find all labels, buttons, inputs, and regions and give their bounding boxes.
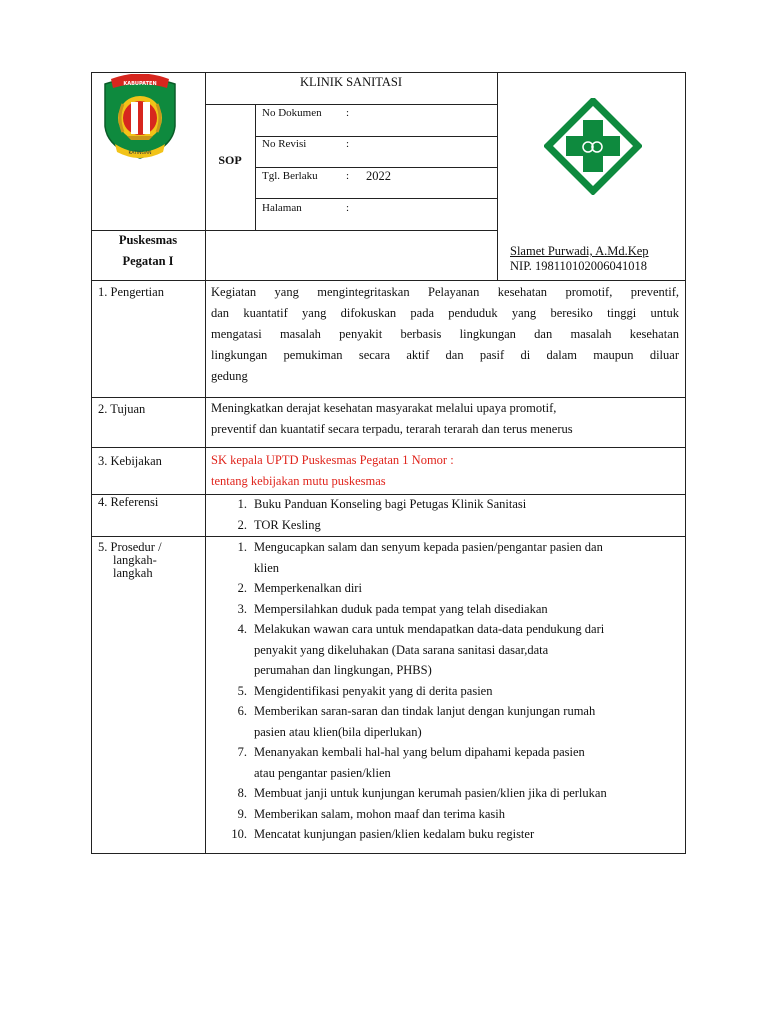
field-sep-no-revisi: : xyxy=(346,138,350,150)
section-label-prosedur-3: langkah xyxy=(113,566,153,580)
list-item xyxy=(205,578,683,599)
kebijakan-sk-line: SK kepala UPTD Puskesmas Pegatan 1 Nomor : xyxy=(211,453,454,467)
field-label-halaman: Halaman xyxy=(262,202,302,214)
list-item-text: Membuat janji untuk kunjungan kerumah pasien/klien jika di perlukan xyxy=(254,786,607,800)
list-item-number: 9. xyxy=(237,806,247,821)
list-item-text: Memperkenalkan diri xyxy=(254,581,362,595)
list-item-text: atau pengantar pasien/klien xyxy=(254,765,391,780)
signer-name: Slamet Purwadi, A.Md.Kep xyxy=(510,244,649,258)
signer-nip: NIP. 198110102006041018 xyxy=(510,259,648,273)
field-label-no-revisi: No Revisi xyxy=(262,138,307,150)
list-item-text: Mencatat kunjungan pasien/klien kedalam buku register xyxy=(254,827,535,841)
list-item xyxy=(205,599,683,620)
field-sep-halaman: : xyxy=(346,202,350,214)
list-item xyxy=(205,783,683,804)
clinic-title: KLINIK SANITASI xyxy=(299,75,403,89)
section-label-tujuan: 2. Tujuan xyxy=(98,402,146,416)
list-item-number: 4. xyxy=(237,622,247,636)
list-item xyxy=(205,681,683,702)
list-item xyxy=(205,494,680,515)
list-item-number: 6. xyxy=(237,704,247,718)
section-label-pengertian: 1. Pengertian xyxy=(98,285,164,299)
tujuan-text xyxy=(211,398,679,440)
field-label-tgl-berlaku: Tgl. Berlaku xyxy=(262,170,318,182)
list-item-text: Buku Panduan Konseling bagi Petugas Klinik Sanitasi xyxy=(254,497,527,511)
list-item-number: 2. xyxy=(237,581,247,595)
pengertian-line: Kegiatan yang mengintegritaskan Pelayanan kesehatan promotif, preventif, xyxy=(211,285,679,299)
list-item-text: Memberikan salam, mohon maaf dan terima kasih xyxy=(254,806,505,821)
list-item-text: Mengidentifikasi penyakit yang di derita pasien xyxy=(254,683,493,698)
svg-text:KABUPATEN: KABUPATEN xyxy=(123,81,157,87)
tujuan-line: Meningkatkan derajat kesehatan masyarakat melalui upaya promotif, xyxy=(211,401,557,415)
puskesmas-name-line2: Pegatan I xyxy=(122,254,174,268)
list-item-text: TOR Kesling xyxy=(254,517,321,532)
list-item xyxy=(205,619,683,681)
field-sep-tgl-berlaku: : xyxy=(346,170,350,182)
puskesmas-name-line1: Puskesmas xyxy=(118,233,178,247)
tujuan-line: preventif dan kuantatif secara terpadu, terarah terarah dan terus menerus xyxy=(211,422,573,436)
pengertian-line: gedung xyxy=(211,369,248,383)
field-label-no-dokumen: No Dokumen xyxy=(262,107,322,119)
section-label-prosedur: 5. Prosedur / xyxy=(98,540,162,554)
list-item-text: Memberikan saran-saran dan tindak lanjut dengan kunjungan rumah xyxy=(254,704,596,718)
list-item xyxy=(205,742,683,783)
list-item-text: Menanyakan kembali hal-hal yang belum dipahami kepada pasien xyxy=(254,745,585,759)
list-item-text: pasien atau klien(bila diperlukan) xyxy=(254,724,422,739)
list-item-text: klien xyxy=(254,560,279,575)
list-item xyxy=(205,804,683,825)
list-item-number: 5. xyxy=(237,683,247,698)
list-item-text: penyakit yang dikeluhakan (Data sarana sanitasi dasar,data xyxy=(254,642,549,657)
pengertian-line: lingkungan pemukiman secara aktif dan pasif di dalam maupun diluar xyxy=(211,348,679,362)
sop-label: SOP xyxy=(218,153,242,167)
list-item-number: 7. xyxy=(237,745,247,759)
section-label-kebijakan: 3. Kebijakan xyxy=(98,454,162,468)
referensi-list xyxy=(205,494,680,535)
list-item-text: Mempersilahkan duduk pada tempat yang telah disediakan xyxy=(254,601,548,616)
section-label-referensi: 4. Referensi xyxy=(98,495,159,509)
field-value-tgl-berlaku: 2022 xyxy=(366,169,391,183)
list-item xyxy=(205,515,680,536)
prosedur-steps xyxy=(205,537,683,845)
list-item-number: 2. xyxy=(237,517,247,532)
field-sep-no-dokumen: : xyxy=(346,107,350,119)
list-item-text: perumahan dan lingkungan, PHBS) xyxy=(254,663,432,677)
list-item-number: 1. xyxy=(237,540,247,554)
list-item-number: 3. xyxy=(237,601,247,616)
svg-text:KATINGAN: KATINGAN xyxy=(128,151,152,156)
list-item-text: Melakukan wawan cara untuk mendapatkan data-data pendukung dari xyxy=(254,622,605,636)
pengertian-text xyxy=(211,282,679,387)
section-label-prosedur-2: langkah- xyxy=(113,553,157,567)
list-item-number: 10. xyxy=(231,827,247,841)
list-item xyxy=(205,701,683,742)
list-item xyxy=(205,537,683,578)
list-item xyxy=(205,824,683,845)
kebijakan-mutu-line: tentang kebijakan mutu puskesmas xyxy=(211,474,386,488)
pengertian-line: mengatasi masalah penyakit berbasis lingkungan dan masalah kesehatan xyxy=(211,327,679,341)
list-item-number: 8. xyxy=(237,786,247,800)
puskesmas-logo xyxy=(544,98,642,195)
pengertian-line: dan kuantatif yang difokuskan pada penduduk yang beresiko tinggi untuk xyxy=(211,306,679,320)
list-item-number: 1. xyxy=(237,497,247,511)
list-item-text: Mengucapkan salam dan senyum kepada pasien/pengantar pasien dan xyxy=(254,540,603,554)
regency-logo xyxy=(101,74,179,160)
